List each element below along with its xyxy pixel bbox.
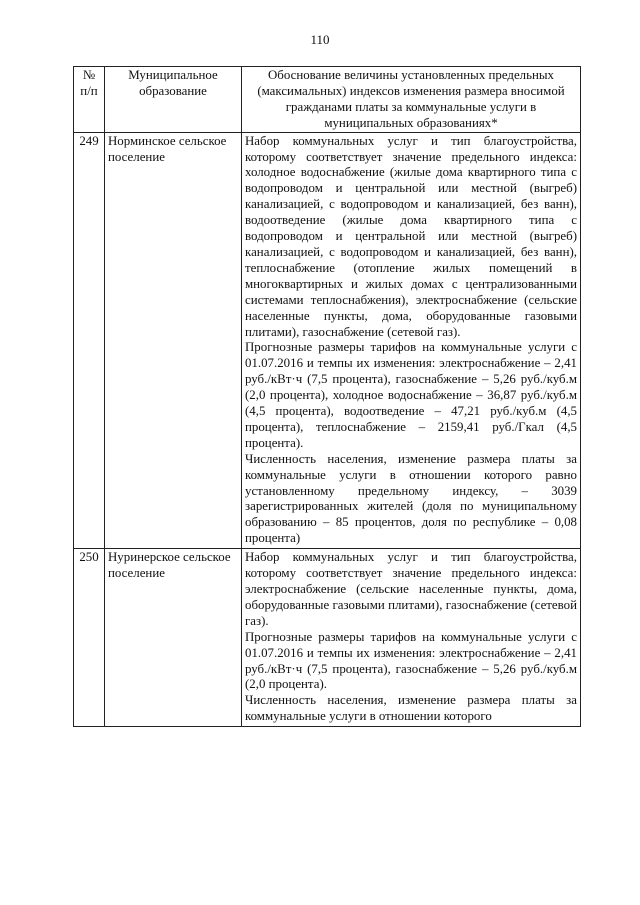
municipality-name: Норминское сельское поселение <box>105 132 242 549</box>
justification-table <box>73 66 581 727</box>
table-row <box>74 549 581 727</box>
table-header-row <box>74 67 581 133</box>
row-number: 250 <box>74 549 105 727</box>
justification-cell <box>242 132 581 549</box>
paragraph-services: Набор коммунальных услуг и тип благоустройства, которому соответствует значение предельного индекса: электроснабжение (сельские населенные пункты, дома, оборудованные газовыми плитами), газоснабжение (сетевой газ). <box>245 550 577 628</box>
municipality-name: Нуринерское сельское поселение <box>105 549 242 727</box>
paragraph-tariffs: Прогнозные размеры тарифов на коммунальные услуги с 01.07.2016 и темпы их изменения: электроснабжение – 2,41 руб./кВт·ч (7,5 процента), газоснабжение – 5,26 руб./куб.м (2,0 процента). <box>245 629 577 692</box>
row-number: 249 <box>74 132 105 549</box>
paragraph-services: Набор коммунальных услуг и тип благоустройства, которому соответствует значение предельного индекса: холодное водоснабжение (жилые дома квартирного типа с водопроводом и центральной или местной (выгреб) канализацией, с водопроводом и канализацией, без ванн), водоотведение (жилые дома квартирного типа с водопроводом и центральной или местной (выгреб) канализацией, с водопроводом и канализацией, без ванн), теплоснабжение (отопление жилых помещений в многоквартирных и жилых домах с централизованными системами теплоснабжения), электроснабжение (сельские населенные пункты, дома, оборудованные газовыми плитами), газоснабжение (сетевой газ). <box>245 133 577 339</box>
paragraph-tariffs: Прогнозные размеры тарифов на коммунальные услуги с 01.07.2016 и темпы их изменения: электроснабжение – 2,41 руб./кВт·ч (7,5 процента), газоснабжение – 5,26 руб./куб.м (2,0 процента), холодное водоснабжение – 36,87 руб./куб.м (4,5 процента), водоотведение – 47,21 руб./куб.м (4,5 процента), теплоснабжение – 2159,41 руб./Гкал (4,5 процента). <box>245 340 577 450</box>
paragraph-population: Численность населения, изменение размера платы за коммунальные услуги в отношении которого <box>245 693 577 724</box>
paragraph-population: Численность населения, изменение размера платы за коммунальные услуги в отношении которого равно установленному предельному индексу, – 3039 зарегистрированных жителей (доля по муниципальному образованию – 85 процентов, доля по республике – 0,08 процента) <box>245 451 577 546</box>
justification-cell <box>242 549 581 727</box>
header-municipality: Муниципальное образование <box>105 67 242 133</box>
page-number: 110 <box>310 32 330 47</box>
header-justification: Обоснование величины установленных предельных (максимальных) индексов изменения размера вносимой гражданами платы за коммунальные услуги в муниципальных образованиях* <box>242 67 581 133</box>
header-num: № п/п <box>74 67 105 133</box>
table-row <box>74 132 581 549</box>
